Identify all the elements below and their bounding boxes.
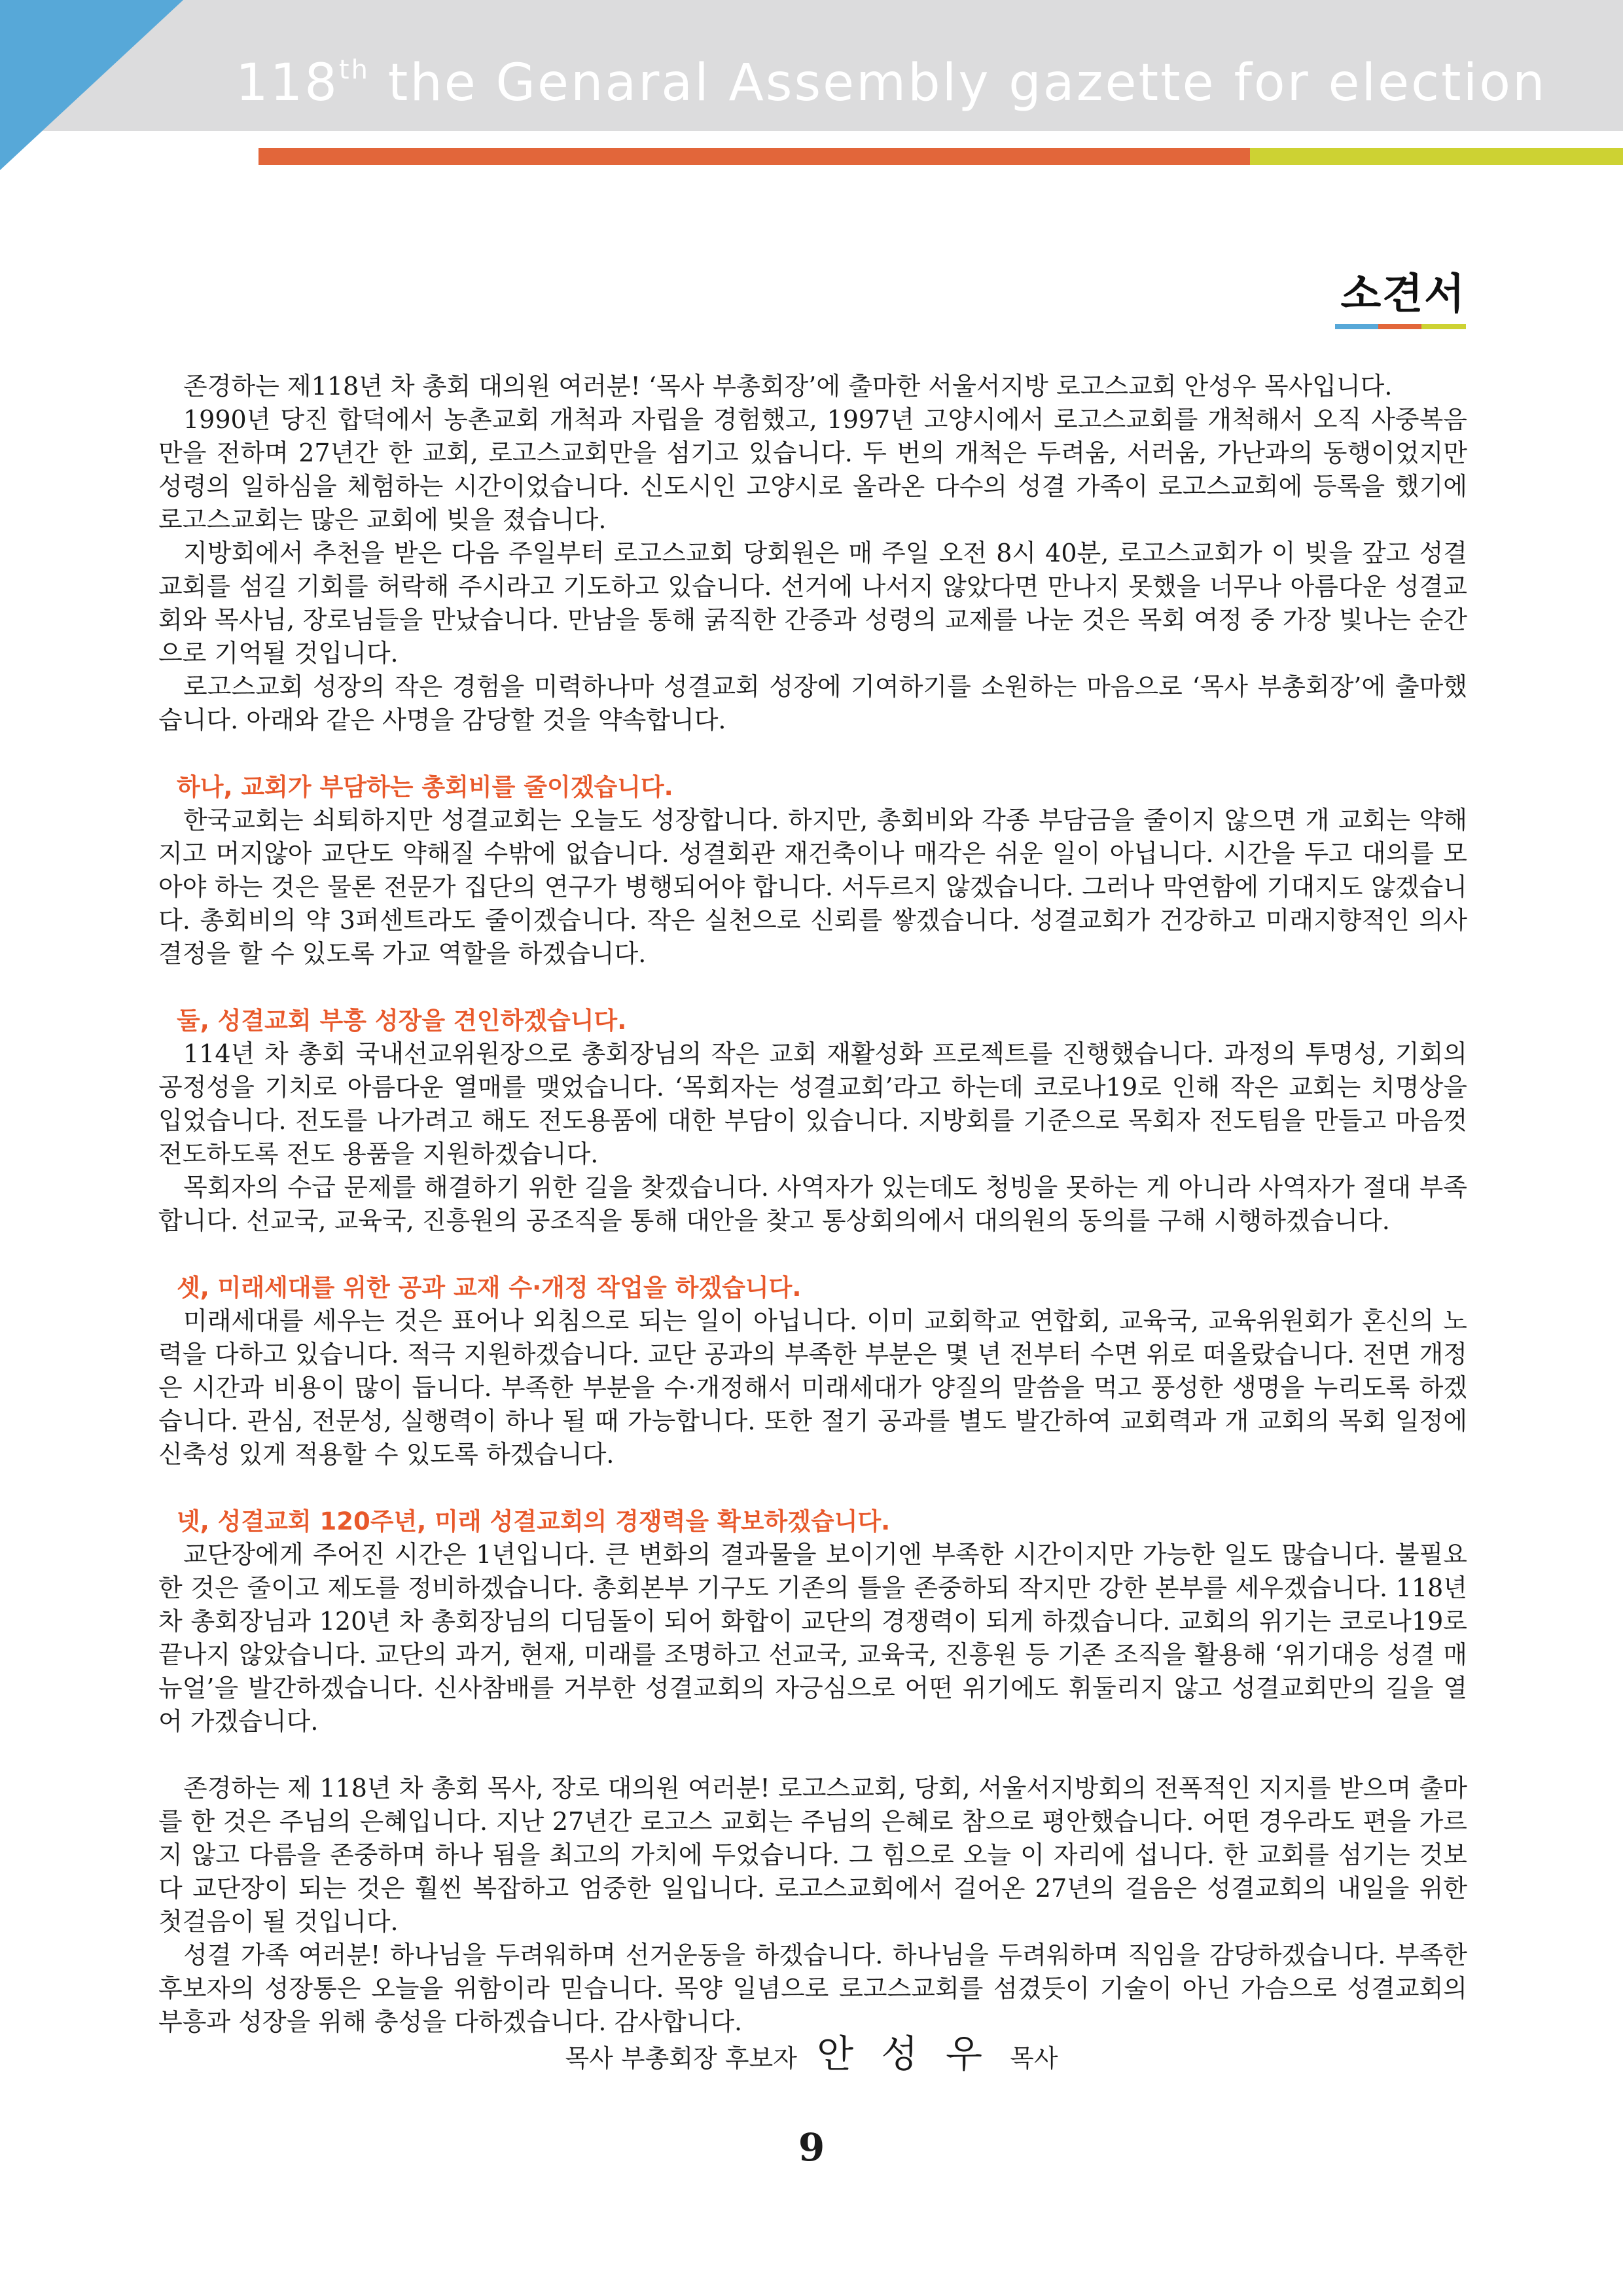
header-title-text: the Genaral Assembly gazette for election bbox=[369, 54, 1547, 113]
section-paragraph: 한국교회는 쇠퇴하지만 성결교회는 오늘도 성장합니다. 하지만, 총회비와 각종 부담금을 줄이지 않으면 개 교회는 약해지고 머지않아 교단도 약해질 수밖에 없습니다. 성결회관 재건축이나 매각은 쉬운 일이 아닙니다. 시간을 두고 대의를 모아야 하는 것은 물론 전문가 집단의 연구가 병행되어야 합니다. 서두르지 않겠습니다. 그러나 막연함에 기대지도 않겠습니다. 총회비의 약 3퍼센트라도 줄이겠습니다. 작은 실천으로 신뢰를 쌓겠습니다. 성결교회가 건강하고 미래지향적인 의사결정을 할 수 있도록 가교 역할을 하겠습니다. bbox=[158, 806, 1467, 968]
section-paragraph: 미래세대를 세우는 것은 표어나 외침으로 되는 일이 아닙니다. 이미 교회학교 연합회, 교육국, 교육위원회가 혼신의 노력을 다하고 있습니다. 적극 지원하겠습니다. 교단 공과의 부족한 부분은 몇 년 전부터 수면 위로 떠올랐습니다. 전면 개정은 시간과 비용이 많이 듭니다. 부족한 부분을 수·개정해서 미래세대가 양질의 말씀을 먹고 풍성한 생명을 누리도록 하겠습니다. 관심, 전문성, 실행력이 하나 될 때 가능합니다. 또한 절기 공과를 별도 발간하여 교회력과 개 교회의 목회 일정에 신축성 있게 적용할 수 있도록 하겠습니다. bbox=[158, 1306, 1467, 1469]
candidate-name: 안 성 우 bbox=[817, 2032, 991, 2076]
candidate-signature bbox=[0, 2034, 1623, 2078]
section-paragraph: 114년 차 총회 국내선교위원장으로 총회장님의 작은 교회 재활성화 프로젝트를 진행했습니다. 과정의 투명성, 기회의 공정성을 기치로 아름다운 열매를 맺었습니다. ‘목회자는 성결교회’라고 하는데 코로나19로 인해 작은 교회는 치명상을 입었습니다. 전도를 나가려고 해도 전도용품에 대한 부담이 있습니다. 지방회를 기준으로 목회자 전도팀을 만들고 마음껏 전도하도록 전도 용품을 지원하겠습니다. bbox=[158, 1039, 1467, 1168]
section-heading: 넷, 성결교회 120주년, 미래 성결교회의 경쟁력을 확보하겠습니다. bbox=[177, 1507, 891, 1535]
section-heading: 셋, 미래세대를 위한 공과 교재 수·개정 작업을 하겠습니다. bbox=[177, 1274, 802, 1302]
gazette-header-title bbox=[236, 54, 1597, 113]
closing-paragraph: 존경하는 제 118년 차 총회 목사, 장로 대의원 여러분! 로고스교회, 당회, 서울서지방회의 전폭적인 지지를 받으며 출마를 한 것은 주님의 은혜입니다. 지난 27년간 로고스 교회는 주님의 은혜로 참으로 평안했습니다. 어떤 경우라도 편을 가르지 않고 다름을 존중하며 하나 됨을 최고의 가치에 두었습니다. 그 힘으로 오늘 이 자리에 섭니다. 한 교회를 섬기는 것보다 교단장이 되는 것은 훨씬 복잡하고 엄중한 일입니다. 로고스교회에서 걸어온 27년의 걸음은 성결교회의 내일을 위한 첫걸음이 될 것입니다. bbox=[158, 1774, 1467, 1936]
header-blue-triangle bbox=[0, 0, 183, 170]
page-number: 9 bbox=[798, 2125, 825, 2170]
intro-paragraph: 로고스교회 성장의 작은 경험을 미력하나마 성결교회 성장에 기여하기를 소원하는 마음으로 ‘목사 부총회장’에 출마했습니다. 아래와 같은 사명을 감당할 것을 약속합니다. bbox=[158, 672, 1467, 734]
intro-paragraph: 존경하는 제118년 차 총회 대의원 여러분! ‘목사 부총회장’에 출마한 서울서지방 로고스교회 안성우 목사입니다. bbox=[183, 372, 1393, 401]
header-orange-bar bbox=[259, 148, 1250, 165]
signature-prefix: 목사 부총회장 후보자 bbox=[565, 2044, 797, 2073]
header-title-number: 118 bbox=[236, 54, 339, 113]
section-heading: 하나, 교회가 부담하는 총회비를 줄이겠습니다. bbox=[177, 773, 673, 801]
section-paragraph: 교단장에게 주어진 시간은 1년입니다. 큰 변화의 결과물을 보이기엔 부족한 시간이지만 가능한 일도 많습니다. 불필요한 것은 줄이고 제도를 정비하겠습니다. 총회본부 기구도 기존의 틀을 존중하되 작지만 강한 본부를 세우겠습니다. 118년 차 총회장님과 120년 차 총회장님의 디딤돌이 되어 화합이 교단의 경쟁력이 되게 하겠습니다. 교회의 위기는 코로나19로 끝나지 않았습니다. 교단의 과거, 현재, 미래를 조명하고 선교국, 교육국, 진흥원 등 기존 조직을 활용해 ‘위기대응 성결 매뉴얼’을 발간하겠습니다. 신사참배를 거부한 성결교회의 자긍심으로 어떤 위기에도 휘둘리지 않고 성결교회만의 길을 열어 가겠습니다. bbox=[158, 1540, 1467, 1736]
document-body bbox=[158, 370, 1467, 2039]
header-lime-bar bbox=[1250, 148, 1623, 165]
intro-paragraph: 1990년 당진 합덕에서 농촌교회 개척과 자립을 경험했고, 1997년 고양시에서 로고스교회를 개척해서 오직 사중복음만을 전하며 27년간 한 교회, 로고스교회만을 섬기고 있습니다. 두 번의 개척은 두려움, 서러움, 가난과의 동행이었지만 성령의 일하심을 체험하는 시간이었습니다. 신도시인 고양시로 올라온 다수의 성결 가족이 로고스교회에 등록을 했기에 로고스교회는 많은 교회에 빚을 졌습니다. bbox=[158, 405, 1468, 534]
intro-paragraph: 지방회에서 추천을 받은 다음 주일부터 로고스교회 당회원은 매 주일 오전 8시 40분, 로고스교회가 이 빚을 갚고 성결교회를 섬길 기회를 허락해 주시라고 기도하고 있습니다. 선거에 나서지 않았다면 만나지 못했을 너무나 아름다운 성결교회와 목사님, 장로님들을 만났습니다. 만남을 통해 굵직한 간증과 성령의 교제를 나눈 것은 목회 여정 중 가장 빛나는 순간으로 기억될 것입니다. bbox=[158, 539, 1467, 668]
section-paragraph: 목회자의 수급 문제를 해결하기 위한 길을 찾겠습니다. 사역자가 있는데도 청빙을 못하는 게 아니라 사역자가 절대 부족합니다. 선교국, 교육국, 진흥원의 공조직을 통해 대안을 찾고 통상회의에서 대의원의 동의를 구해 시행하겠습니다. bbox=[158, 1173, 1467, 1235]
closing-paragraph: 성결 가족 여러분! 하나님을 두려워하며 선거운동을 하겠습니다. 하나님을 두려워하며 직임을 감당하겠습니다. 부족한 후보자의 성장통은 오늘을 위함이라 믿습니다. 목양 일념으로 로고스교회를 섬겼듯이 기술이 아닌 가슴으로 성결교회의 부흥과 성장을 위해 충성을 다하겠습니다. 감사합니다. bbox=[158, 1941, 1467, 2036]
section-heading: 둘, 성결교회 부흥 성장을 견인하겠습니다. bbox=[177, 1007, 627, 1035]
title-underline bbox=[1335, 324, 1466, 329]
signature-suffix: 목사 bbox=[1010, 2044, 1058, 2073]
document-title: 소견서 bbox=[1340, 270, 1466, 319]
header-title-ordinal: th bbox=[338, 55, 370, 85]
